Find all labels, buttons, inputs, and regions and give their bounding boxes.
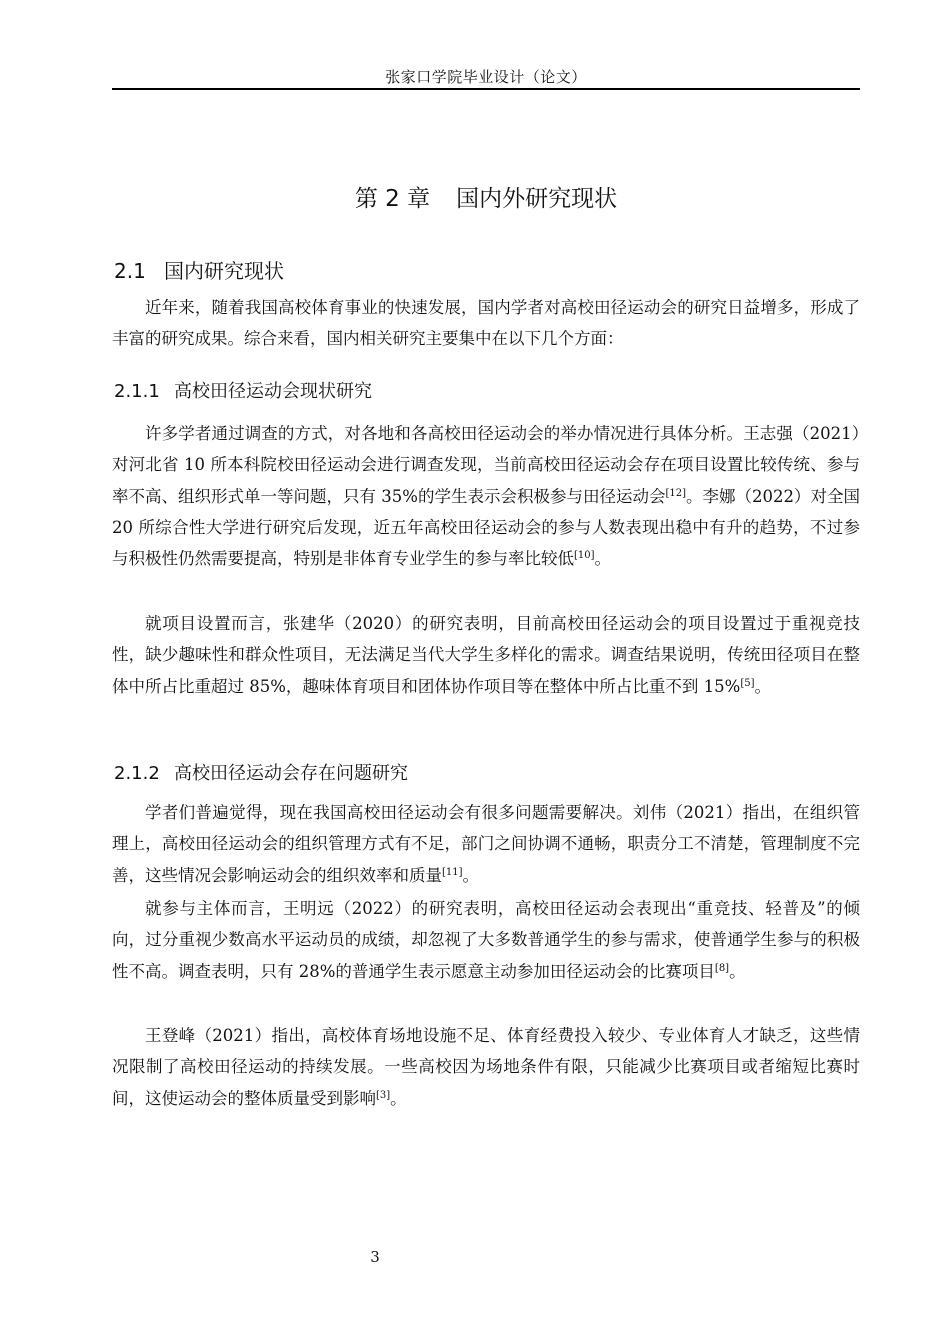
chapter-title [112, 180, 860, 213]
citation-ref: [3] [376, 1089, 391, 1101]
paragraph-end: 。 [594, 549, 612, 569]
paragraph-management-issues [112, 797, 860, 891]
section-number: 2.1.1 [114, 381, 160, 402]
section-title: 高校田径运动会现状研究 [174, 381, 372, 402]
section-heading-2-1-1 [114, 377, 372, 403]
paragraph-text: 就参与主体而言，王明远（2022）的研究表明，高校田径运动会表现出“重竞技、轻普及”的倾向，过分重视少数高水平运动员的成绩，却忽视了大多数普通学生的参与需求，使普通学生参与的积极性不高。调查表明，只有 28%的普通学生表示愿意主动参加田径运动会的比赛项目 [112, 899, 860, 981]
citation-ref: [12] [665, 487, 686, 499]
paragraph-end: 。 [390, 1088, 407, 1108]
chapter-name: 国内外研究现状 [456, 186, 618, 212]
citation-ref: [11] [442, 866, 463, 878]
paragraph-text: 许多学者通过调查的方式，对各地和各高校田径运动会的举办情况进行具体分析。王志强（2021）对河北省 10 所本科院校田径运动会进行调查发现，当前高校田径运动会存在项目设置比较传统、参与率不高、组织形式单一等问题，只有 35%的学生表示会积极参与田径运动会 [112, 424, 860, 506]
paragraph-participation-issues [112, 893, 860, 987]
paragraph-facility-issues [112, 1020, 860, 1114]
citation-ref: [5] [740, 677, 755, 689]
paragraph-intro: 近年来，随着我国高校体育事业的快速发展，国内学者对高校田径运动会的研究日益增多，形成了丰富的研究成果。综合来看，国内相关研究主要集中在以下几个方面： [112, 298, 860, 349]
chapter-number: 第 2 章 [354, 186, 431, 212]
section-heading-2-1 [114, 255, 284, 284]
paragraph-text: 。李娜（2022）对全国 20 所综合性大学进行研究后发现，近五年高校田径运动会的参与人数表现出稳中有升的趋势，不过参与积极性仍然需要提高，特别是非体育专业学生的参与率比较低 [112, 486, 861, 569]
paragraph-end: 。 [754, 676, 772, 696]
paragraph-text: 就项目设置而言，张建华（2020）的研究表明，目前高校田径运动会的项目设置过于重视竞技性，缺少趣味性和群众性项目，无法满足当代大学生多样化的需求。调查结果说明，传统田径项目在整体中所占比重超过 85%，趣味体育项目和团体协作项目等在整体中所占比重不到 15% [112, 614, 860, 696]
paragraph-status-study [112, 418, 860, 574]
section-title: 国内研究现状 [164, 259, 284, 283]
section-title: 高校田径运动会存在问题研究 [174, 763, 408, 784]
page-number: 3 [370, 1248, 380, 1266]
section-number: 2.1 [114, 259, 146, 283]
citation-ref: [8] [714, 962, 730, 974]
paragraph-end: 。 [462, 865, 480, 885]
paragraph-text: 学者们普遍觉得，现在我国高校田径运动会有很多问题需要解决。刘伟（2021）指出，在组织管理上，高校田径运动会的组织管理方式有不足，部门之间协调不通畅，职责分工不清楚，管理制度不完善，这些情况会影响运动会的组织效率和质量 [112, 803, 860, 885]
paragraph-end: 。 [729, 961, 746, 981]
running-header: 张家口学院毕业设计（论文） [385, 68, 587, 86]
header-rule [112, 88, 860, 90]
paragraph-event-setup [112, 608, 860, 702]
section-number: 2.1.2 [114, 763, 160, 784]
paragraph-text: 王登峰（2021）指出，高校体育场地设施不足、体育经费投入较少、专业体育人才缺乏，这些情况限制了高校田径运动的持续发展。一些高校因为场地条件有限，只能减少比赛项目或者缩短比赛时间，这使运动会的整体质量受到影响 [112, 1026, 860, 1108]
section-heading-2-1-2 [114, 759, 408, 785]
citation-ref: [10] [574, 550, 595, 562]
